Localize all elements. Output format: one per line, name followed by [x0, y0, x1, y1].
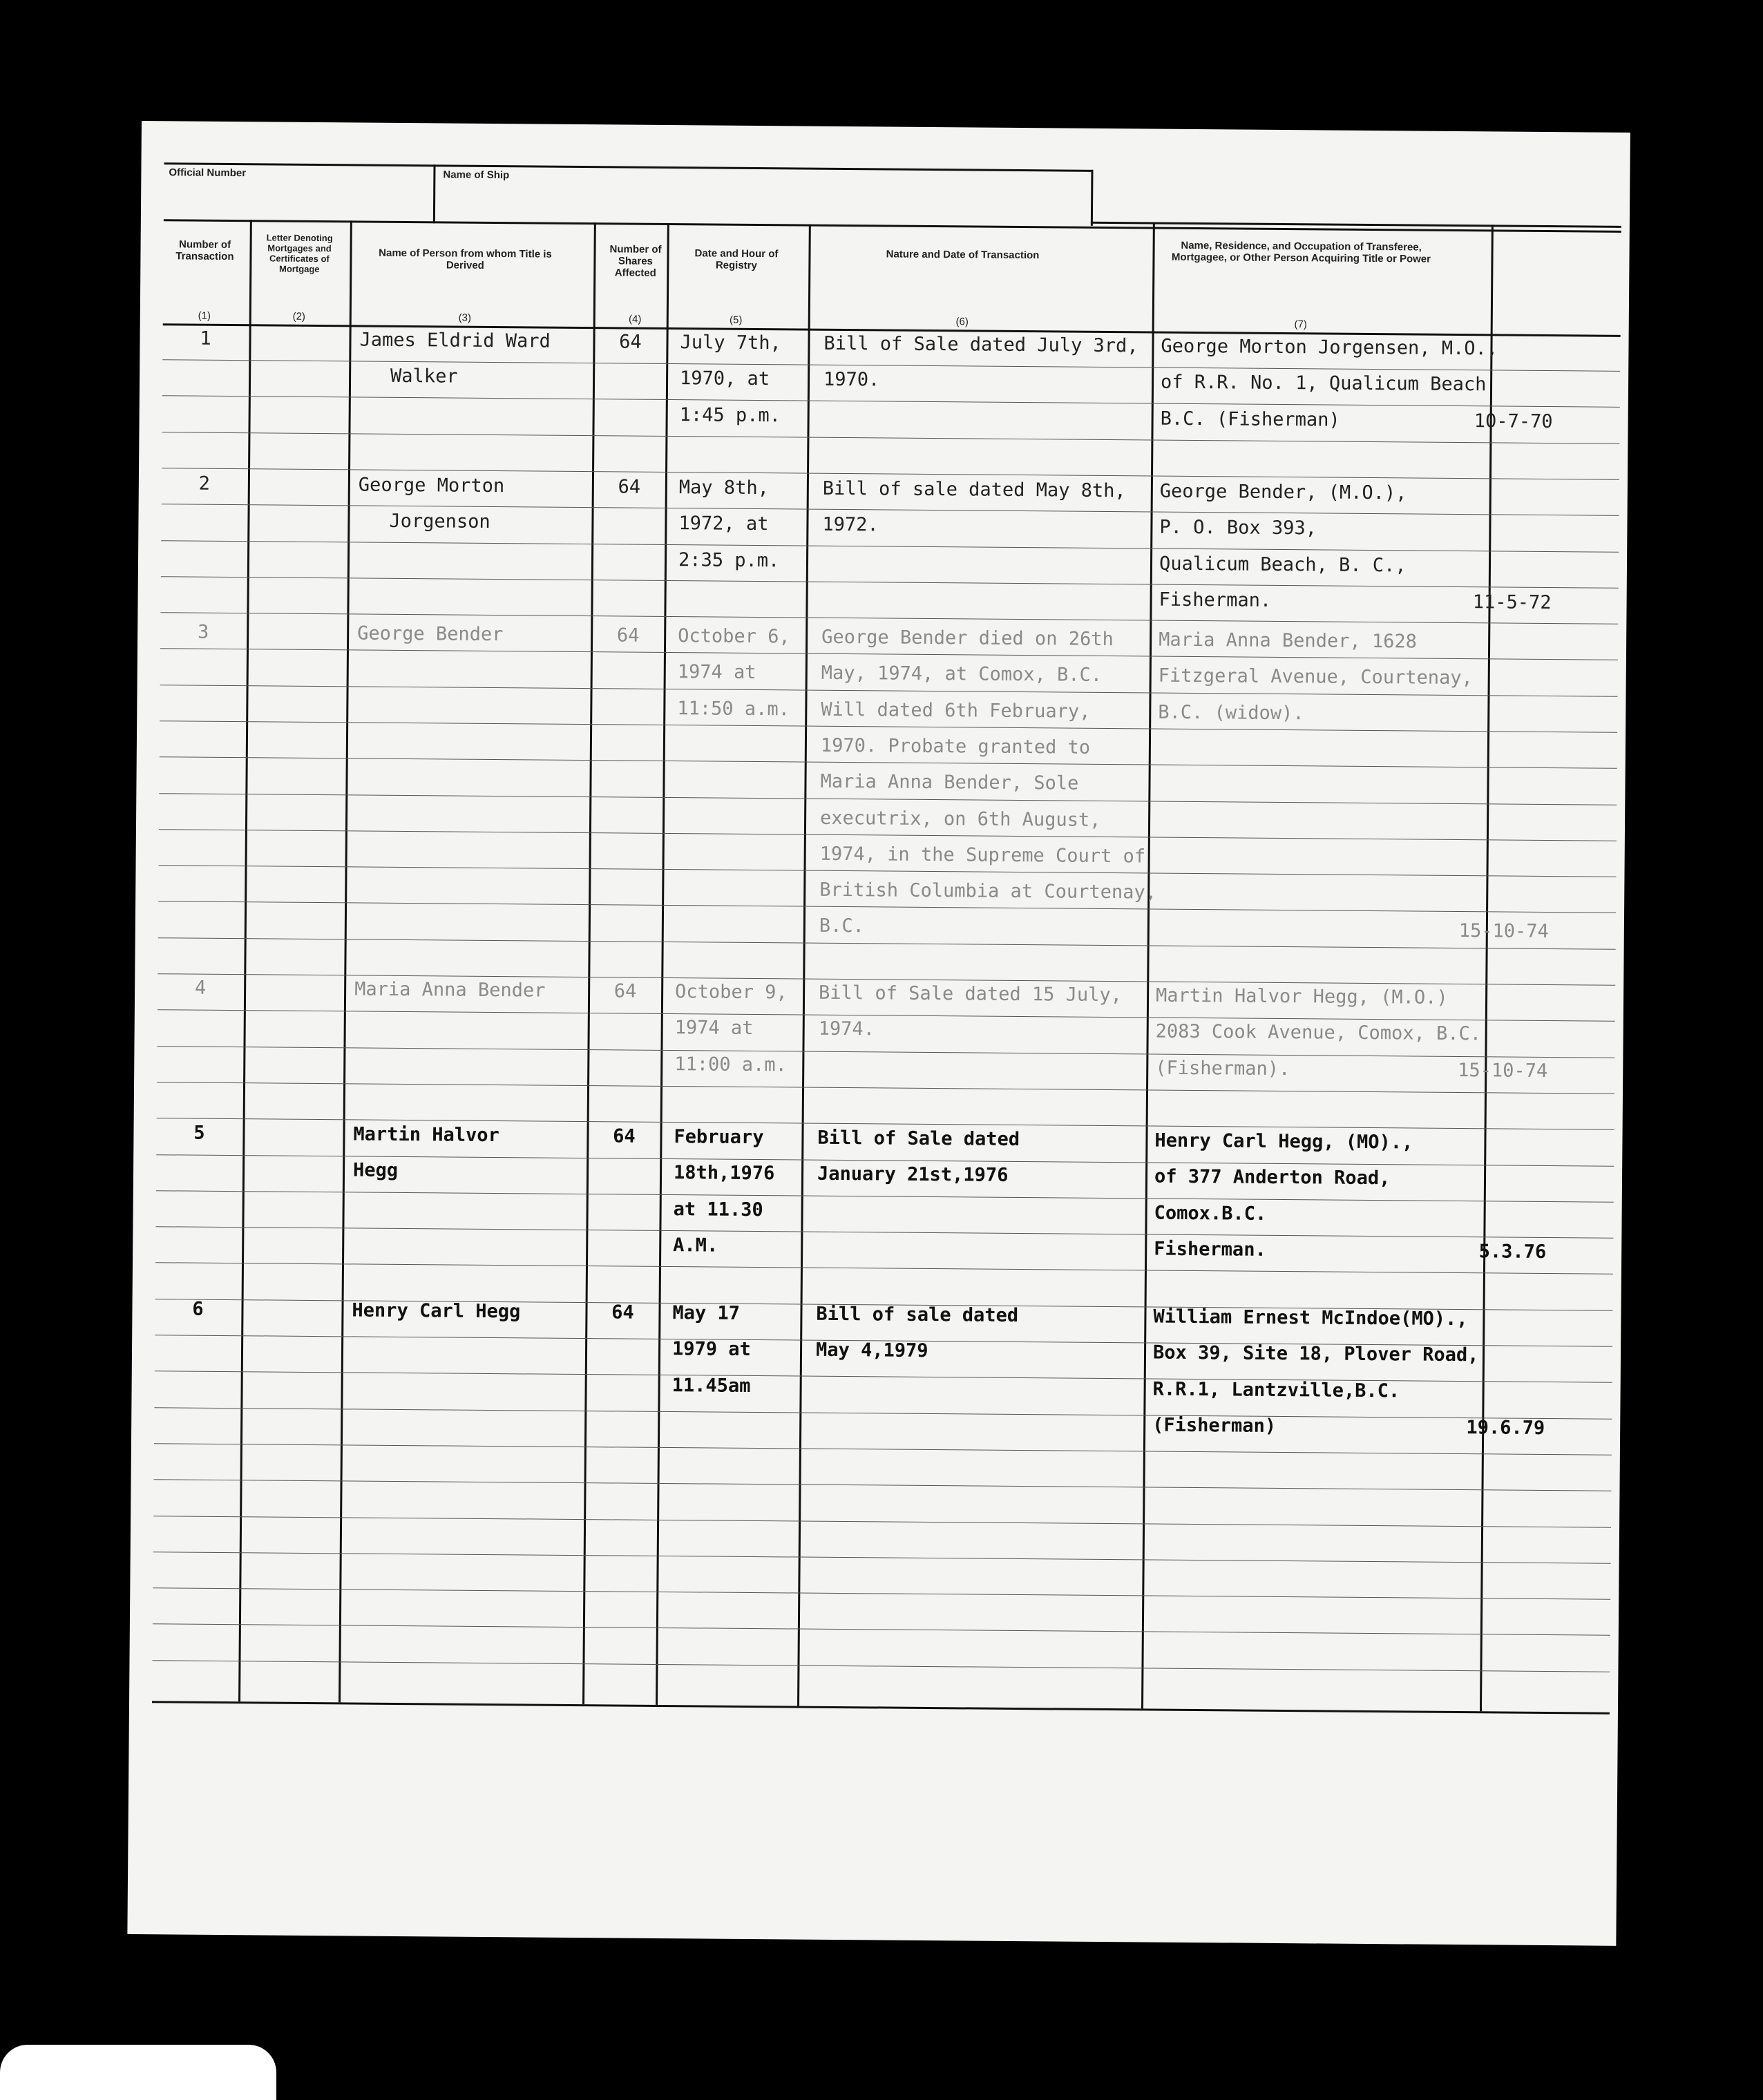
acquirer-line: George Morton Jorgensen, M.O.,	[1161, 335, 1498, 360]
from-person-line: Walker	[390, 365, 458, 388]
acquirer-line: B.C. (Fisherman)	[1160, 408, 1340, 431]
col-header-3: Name of Person from whom Title is Derived	[379, 247, 552, 271]
registry-date-line: October 6,	[678, 625, 790, 648]
transaction-nature-line: B.C.	[819, 915, 865, 937]
acquirer-line: R.R.1, Lantzville,B.C.	[1152, 1378, 1400, 1402]
acquirer-line: George Bender, (M.O.),	[1159, 480, 1407, 504]
ruled-line	[153, 1516, 1611, 1528]
transaction-nature-line: May 4,1979	[815, 1339, 928, 1362]
col-num-4: (4)	[629, 313, 642, 325]
ruled-line	[154, 1407, 1612, 1420]
ruled-line	[155, 1262, 1613, 1275]
transaction-nature-line: Maria Anna Bender, Sole	[820, 770, 1079, 794]
from-person-line: Henry Carl Hegg	[352, 1299, 521, 1323]
transaction-number: 1	[200, 327, 211, 350]
col-header-2: Letter Denoting Mortgages and Certificates of Mortgage	[266, 232, 333, 275]
ruled-line	[154, 1479, 1612, 1491]
acquirer-line: of 377 Anderton Road,	[1154, 1165, 1391, 1190]
registry-date-line: A.M.	[673, 1234, 718, 1257]
from-person-line: James Eldrid Ward	[359, 329, 551, 352]
ruled-line	[156, 1190, 1614, 1203]
registry-date-line: 1974 at	[677, 661, 756, 684]
acquirer-line: of R.R. No. 1, Qualicum Beach	[1160, 371, 1487, 396]
registry-date-line: May 8th,	[678, 477, 770, 499]
acquirer-line: Maria Anna Bender, 1628	[1159, 629, 1418, 653]
ruled-line	[162, 432, 1619, 444]
shares-affected: 64	[613, 1125, 636, 1147]
registration-stamp: 15-10-74	[1458, 1060, 1548, 1082]
registry-date-line: 2:35 p.m.	[678, 549, 780, 572]
registry-date-line: 1974 at	[674, 1017, 754, 1039]
ruled-line	[152, 1660, 1610, 1672]
registry-date-line: 11:00 a.m.	[674, 1053, 787, 1076]
ruled-line	[162, 504, 1619, 516]
registry-date-line: October 9,	[675, 981, 788, 1004]
registry-date-line: May 17	[672, 1302, 741, 1324]
transaction-number: 4	[194, 977, 207, 999]
transaction-nature-line: Bill of Sale dated	[817, 1127, 1020, 1151]
col-num-5: (5)	[730, 314, 743, 326]
ruled-line	[162, 359, 1620, 372]
ruled-line	[153, 1587, 1610, 1600]
from-person-line: Maria Anna Bender	[354, 978, 546, 1002]
acquirer-line: Fisherman.	[1159, 589, 1272, 611]
transaction-nature-line: January 21st,1976	[817, 1163, 1009, 1186]
shares-affected: 64	[618, 476, 641, 498]
transaction-nature-line: British Columbia at Courtenay,	[819, 879, 1157, 904]
acquirer-line: B.C. (widow).	[1158, 701, 1304, 725]
from-person-line: Hegg	[352, 1159, 399, 1181]
bottom-corner-mark	[0, 2045, 276, 2100]
col-rule-7	[1480, 225, 1494, 1711]
registry-date-line: 1979 at	[671, 1338, 751, 1360]
register-page	[127, 121, 1630, 1946]
acquirer-line: Box 39, Site 18, Plover Road,	[1152, 1342, 1479, 1366]
transaction-nature-line: 1974.	[818, 1018, 875, 1040]
registry-date-line: 11:50 a.m.	[677, 698, 790, 720]
ruled-line	[161, 576, 1619, 589]
transaction-nature-line: 1972.	[822, 513, 879, 536]
acquirer-line: Qualicum Beach, B. C.,	[1159, 553, 1407, 577]
registry-date-line: 18th,1976	[673, 1162, 775, 1185]
from-person-line: George Morton	[358, 474, 505, 497]
shares-affected: 64	[616, 624, 640, 647]
official-number-label: Official Number	[169, 166, 247, 180]
transaction-nature-line: Bill of Sale dated July 3rd,	[823, 332, 1138, 357]
transaction-number: 5	[193, 1122, 205, 1144]
ruled-line	[159, 793, 1617, 805]
bottom-rule	[152, 1701, 1610, 1715]
col-header-5: Date and Hour of Registry	[694, 247, 779, 272]
transaction-nature-line: Bill of sale dated	[816, 1303, 1019, 1327]
transaction-nature-line: 1970. Probate granted to	[820, 734, 1091, 758]
transaction-number: 6	[192, 1298, 204, 1320]
registry-date-line: 11.45am	[671, 1375, 751, 1397]
acquirer-line: P. O. Box 393,	[1159, 516, 1317, 540]
registration-stamp: 19.6.79	[1466, 1417, 1545, 1440]
ruled-line	[160, 720, 1617, 733]
ruled-lines	[142, 121, 1630, 133]
registration-stamp: 11-5-72	[1472, 591, 1552, 614]
registry-date-line: 1:45 p.m.	[679, 404, 781, 427]
ruled-line	[159, 829, 1617, 841]
ruled-line	[157, 1046, 1614, 1058]
transaction-nature-line: Bill of Sale dated 15 July,	[818, 982, 1123, 1006]
acquirer-line: (Fisherman)	[1152, 1414, 1277, 1437]
acquirer-line: (Fisherman).	[1155, 1057, 1290, 1080]
col-num-3: (3)	[458, 312, 472, 324]
from-person-line: Jorgenson	[389, 510, 490, 533]
ruled-line	[158, 901, 1616, 913]
ruled-line	[154, 1443, 1612, 1455]
acquirer-line: Martin Halvor Hegg, (M.O.)	[1155, 984, 1448, 1009]
registration-stamp: 5.3.76	[1478, 1241, 1547, 1263]
transaction-nature-line: May, 1974, at Comox, B.C.	[821, 662, 1103, 686]
shares-affected: 64	[613, 980, 637, 1002]
registry-date-line: 1972, at	[678, 513, 769, 535]
ruled-line	[159, 865, 1617, 877]
acquirer-line: Fitzgeral Avenue, Courtenay,	[1158, 665, 1474, 689]
transaction-number: 2	[198, 472, 211, 495]
ruled-line	[161, 540, 1619, 553]
transaction-nature-line: Bill of sale dated May 8th,	[822, 477, 1126, 502]
transaction-nature-line: George Bender died on 26th	[821, 626, 1114, 651]
transaction-nature-line: 1970.	[823, 368, 880, 391]
col-num-6: (6)	[955, 316, 969, 328]
name-of-ship-label: Name of Ship	[443, 169, 510, 182]
ruled-line	[155, 1226, 1613, 1239]
from-person-line: George Bender	[357, 622, 504, 646]
col-num-7: (7)	[1294, 318, 1307, 331]
ruled-line	[153, 1552, 1611, 1564]
acquirer-line: Comox.B.C.	[1154, 1202, 1267, 1225]
registration-stamp: 15-10-74	[1458, 920, 1549, 943]
transaction-nature-line: 1974, in the Supreme Court of	[819, 843, 1146, 868]
acquirer-line: William Ernest McIndoe(MO).,	[1153, 1306, 1468, 1330]
ruled-line	[160, 756, 1617, 769]
registry-date-line: at 11.30	[673, 1199, 763, 1221]
col-header-1: Number of Transaction	[175, 238, 234, 263]
col-num-2: (2)	[292, 310, 306, 323]
transaction-nature-line: executrix, on 6th August,	[819, 807, 1101, 831]
from-person-line: Martin Halvor	[353, 1123, 499, 1147]
registry-date-line: July 7th,	[680, 332, 781, 354]
registry-date-line: 1970, at	[679, 368, 770, 390]
ruled-line	[162, 395, 1620, 408]
shares-affected: 64	[619, 331, 642, 353]
registration-stamp: 10-7-70	[1474, 410, 1553, 433]
ruled-line	[157, 1082, 1614, 1094]
acquirer-line: 2083 Cook Avenue, Comox, B.C.	[1155, 1020, 1482, 1045]
name-of-ship-box	[433, 164, 1094, 225]
acquirer-line: Fisherman.	[1154, 1238, 1266, 1261]
col-rule-6	[1141, 222, 1155, 1709]
transaction-nature-line: Will dated 6th February,	[821, 698, 1091, 723]
ruled-line	[153, 1623, 1610, 1636]
acquirer-line: Henry Carl Hegg, (MO).,	[1154, 1129, 1413, 1154]
col-header-7: Name, Residence, and Occupation of Transferee, Mortgagee, or Other Person Acquiring Title or Power	[1171, 239, 1431, 265]
registry-date-line: February	[674, 1126, 764, 1149]
ruled-line	[158, 937, 1616, 950]
col-num-1: (1)	[198, 309, 211, 322]
shares-affected: 64	[611, 1301, 634, 1324]
transaction-number: 3	[197, 621, 209, 643]
col-header-4: Number of Shares Affected	[609, 243, 662, 279]
ruled-line	[158, 1009, 1615, 1022]
col-header-6: Nature and Date of Transaction	[886, 248, 1040, 262]
